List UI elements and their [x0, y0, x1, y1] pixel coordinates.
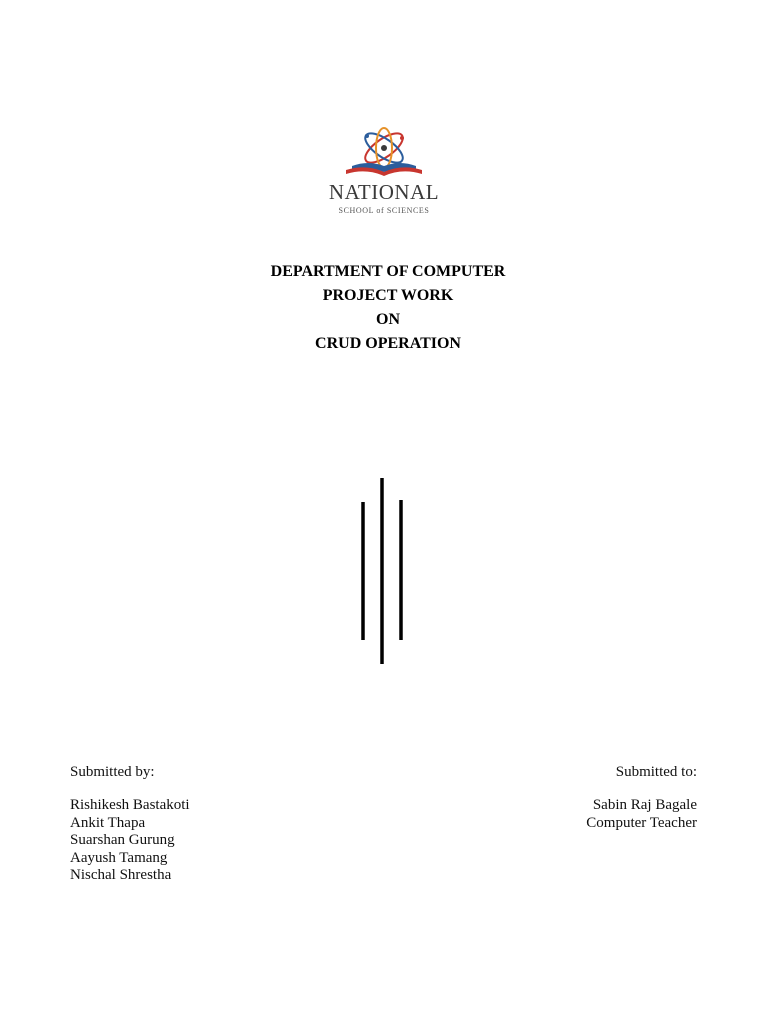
- decorative-bars: [350, 474, 414, 668]
- student-name: Suarshan Gurung: [70, 832, 175, 848]
- student-name: Rishikesh Bastakoti: [70, 797, 190, 813]
- submitted-by-label: Submitted by:: [70, 764, 155, 780]
- project-work-title: PROJECT WORK: [322, 287, 454, 304]
- submitted-to-block: [586, 763, 697, 832]
- crud-operation-title: CRUD OPERATION: [315, 335, 461, 352]
- department-title: DEPARTMENT OF COMPUTER: [270, 263, 506, 280]
- student-name: Aayush Tamang: [70, 849, 168, 866]
- student-names: [70, 797, 190, 885]
- school-name: NATIONAL: [328, 180, 440, 204]
- on-title: ON: [376, 311, 400, 328]
- teacher-name: Sabin Raj Bagale: [592, 797, 697, 813]
- submitted-to-label: Submitted to:: [615, 764, 697, 780]
- student-name: Nischal Shrestha: [70, 867, 172, 883]
- school-logo: [318, 126, 450, 218]
- student-name: Ankit Thapa: [70, 814, 146, 831]
- title-block: [0, 260, 768, 356]
- atom-book-emblem-icon: [342, 126, 426, 182]
- school-subtitle: SCHOOL of SCIENCES: [338, 206, 430, 215]
- submitted-by-block: [70, 763, 190, 885]
- teacher-role: Computer Teacher: [586, 814, 697, 831]
